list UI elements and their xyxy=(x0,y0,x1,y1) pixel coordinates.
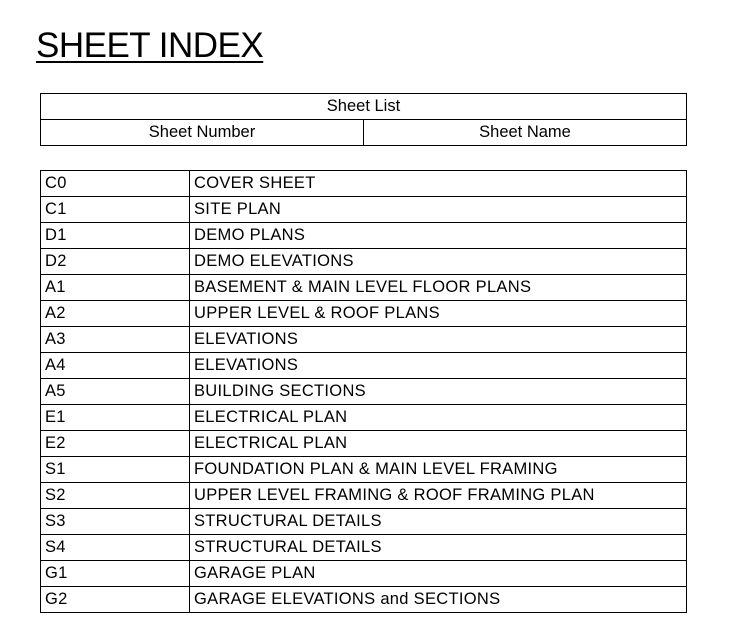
table-row xyxy=(41,379,687,405)
sheet-number-cell: S4 xyxy=(41,535,190,561)
sheet-number-cell: D2 xyxy=(41,249,190,275)
sheet-name-cell: ELECTRICAL PLAN xyxy=(190,431,687,457)
table-row xyxy=(41,301,687,327)
table-row xyxy=(41,171,687,197)
sheet-name-cell: UPPER LEVEL & ROOF PLANS xyxy=(190,301,687,327)
sheet-number-cell: E2 xyxy=(41,431,190,457)
table-row xyxy=(41,457,687,483)
sheet-number-cell: S2 xyxy=(41,483,190,509)
sheet-name-cell: DEMO PLANS xyxy=(190,223,687,249)
sheet-number-cell: D1 xyxy=(41,223,190,249)
sheet-name-cell: ELEVATIONS xyxy=(190,353,687,379)
sheet-name-cell: ELECTRICAL PLAN xyxy=(190,405,687,431)
sheet-name-cell: STRUCTURAL DETAILS xyxy=(190,535,687,561)
sheet-number-cell: S1 xyxy=(41,457,190,483)
sheet-number-cell: C0 xyxy=(41,171,190,197)
sheet-number-cell: A1 xyxy=(41,275,190,301)
sheet-number-cell: E1 xyxy=(41,405,190,431)
sheet-list-table xyxy=(40,170,687,613)
table-row xyxy=(41,275,687,301)
table-row xyxy=(41,483,687,509)
sheet-number-cell: A2 xyxy=(41,301,190,327)
table-row xyxy=(41,327,687,353)
sheet-number-cell: S3 xyxy=(41,509,190,535)
table-row xyxy=(41,197,687,223)
sheet-name-cell: ELEVATIONS xyxy=(190,327,687,353)
sheet-name-cell: BASEMENT & MAIN LEVEL FLOOR PLANS xyxy=(190,275,687,301)
table-row xyxy=(41,353,687,379)
table-row xyxy=(41,587,687,613)
sheet-number-cell: A5 xyxy=(41,379,190,405)
table-row xyxy=(41,223,687,249)
table-row xyxy=(41,405,687,431)
table-row xyxy=(41,249,687,275)
table-row xyxy=(41,561,687,587)
sheet-name-cell: BUILDING SECTIONS xyxy=(190,379,687,405)
sheet-name-cell: FOUNDATION PLAN & MAIN LEVEL FRAMING xyxy=(190,457,687,483)
sheet-number-cell: G1 xyxy=(41,561,190,587)
table-row xyxy=(41,431,687,457)
table-row xyxy=(41,509,687,535)
page-title: SHEET INDEX xyxy=(36,26,264,65)
sheet-name-cell: GARAGE ELEVATIONS and SECTIONS xyxy=(190,587,687,613)
sheet-name-cell: GARAGE PLAN xyxy=(190,561,687,587)
sheet-number-cell: G2 xyxy=(41,587,190,613)
sheet-number-cell: A3 xyxy=(41,327,190,353)
table-row xyxy=(41,535,687,561)
column-header-sheet-number: Sheet Number xyxy=(41,120,364,146)
sheet-number-cell: A4 xyxy=(41,353,190,379)
sheet-name-cell: DEMO ELEVATIONS xyxy=(190,249,687,275)
sheet-list-header xyxy=(40,93,687,146)
sheet-name-cell: STRUCTURAL DETAILS xyxy=(190,509,687,535)
sheet-name-cell: UPPER LEVEL FRAMING & ROOF FRAMING PLAN xyxy=(190,483,687,509)
column-header-sheet-name: Sheet Name xyxy=(364,120,687,146)
sheet-name-cell: COVER SHEET xyxy=(190,171,687,197)
sheet-name-cell: SITE PLAN xyxy=(190,197,687,223)
table-caption: Sheet List xyxy=(41,94,687,120)
sheet-number-cell: C1 xyxy=(41,197,190,223)
